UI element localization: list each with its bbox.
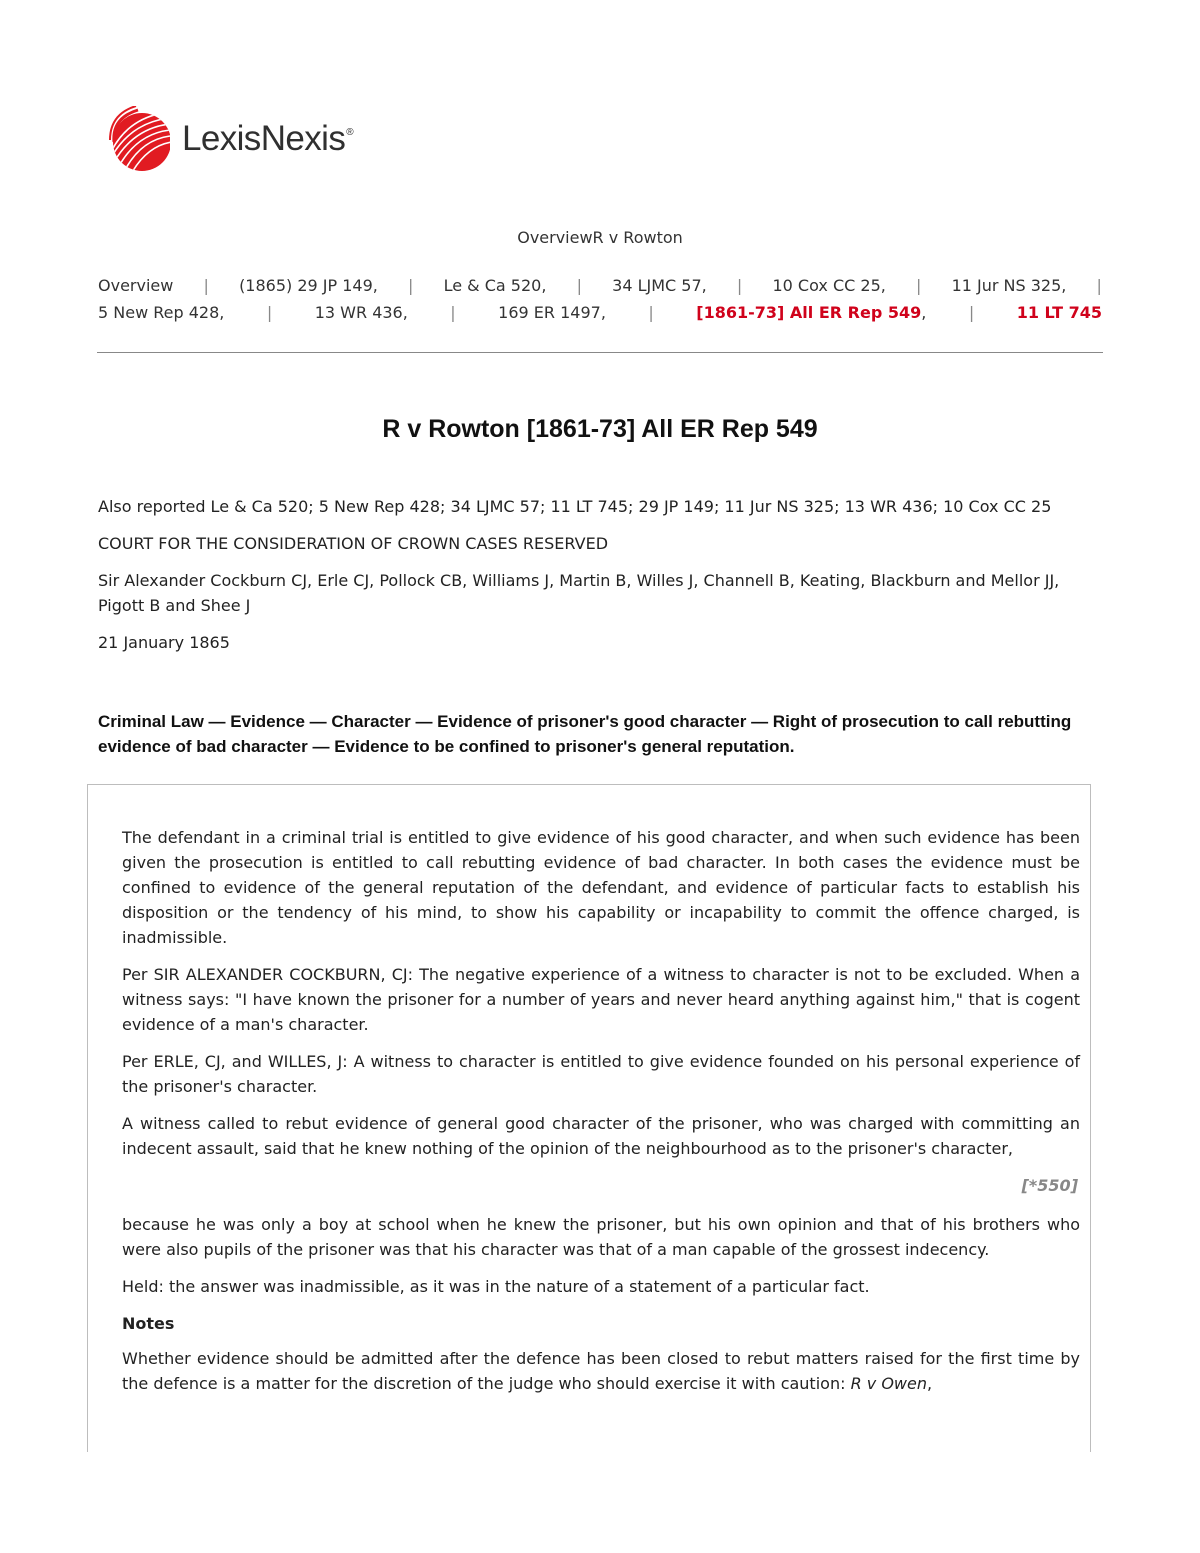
headnote-paragraph: A witness called to rebut evidence of general good character of the prisoner, who was charged with committing an indecent assault, said that he knew nothing of the opinion of the neighbourhood as to the prisoner's character, [122, 1114, 1080, 1158]
citation-wr[interactable]: 13 WR 436, [314, 303, 408, 322]
citation-cox-cc[interactable]: 10 Cox CC 25, [772, 276, 886, 295]
citation-lt[interactable]: 11 LT 745 [1016, 303, 1102, 322]
notes-paragraph [122, 1346, 1080, 1396]
page-reference: [*550] [1021, 1176, 1078, 1195]
notes-text: Whether evidence should be admitted after the defence has been closed to rebut matters raised for the first time by the defence is a matter for the discretion of the judge who should exercise it with caution: [122, 1349, 1080, 1393]
headnote-paragraph: because he was only a boy at school when he knew the prisoner, but his own opinion and that of his brothers who were also pupils of the prisoner was that his character was that of a man capable of the grossest indecency. [122, 1215, 1080, 1259]
citation-overview[interactable]: Overview [98, 276, 174, 295]
citation-separator: | [266, 303, 273, 322]
citation-ljmc[interactable]: 34 LJMC 57, [612, 276, 707, 295]
citation-all-er-rep[interactable]: [1861-73] All ER Rep 549 [696, 303, 922, 322]
headnote-content [122, 825, 1080, 1408]
headnote-paragraph: The defendant in a criminal trial is entitled to give evidence of his good character, and when such evidence has been given the prosecution is entitled to call rebutting evidence of bad character. In both cases the evidence must be confined to evidence of the general reputation of the defendant, and evidence of particular facts to establish his disposition or the tendency of his mind, to show his capability or incapability to commit the offence charged, is inadmissible. [122, 828, 1080, 947]
headnote-paragraph: Per ERLE, CJ, and WILLES, J: A witness to character is entitled to give evidence founded on his personal experience of the prisoner's character. [122, 1052, 1080, 1096]
citation-separator: | [203, 276, 209, 295]
citation-separator: | [736, 276, 743, 295]
notes-tail: , [926, 1374, 933, 1393]
citation-separator: | [648, 303, 654, 322]
citation-le-ca[interactable]: Le & Ca 520, [443, 276, 547, 295]
citation-row-1 [98, 272, 1102, 299]
lexisnexis-globe-icon [108, 106, 170, 172]
overview-title: OverviewR v Rowton [517, 228, 683, 247]
brand-name: LexisNexis® [182, 119, 354, 158]
headnote-box [87, 784, 1091, 1452]
judges: Sir Alexander Cockburn CJ, Erle CJ, Pollock CB, Williams J, Martin B, Willes J, Channell B, Keating, Blackburn and Mellor JJ, Pigott B and Shee J [98, 571, 1060, 615]
notes-heading: Notes [122, 1314, 175, 1333]
citation-row-2 [98, 299, 1102, 326]
citation-jur-ns[interactable]: 11 Jur NS 325, [951, 276, 1067, 295]
citation-separator: | [450, 303, 456, 322]
catchwords: Criminal Law — Evidence — Character — Evidence of prisoner's good character — Right of prosecution to call rebutting evidence of bad character — Evidence to be confined to prisoner's general reputation. [98, 712, 1072, 756]
citation-bar [98, 272, 1102, 326]
citation-er[interactable]: 169 ER 1497, [498, 303, 606, 322]
citation-separator: | [408, 276, 414, 295]
citation-separator: | [1096, 276, 1102, 295]
citation-comma: , [921, 303, 927, 322]
notes-case-link[interactable]: R v Owen [850, 1374, 927, 1393]
citation-jp[interactable]: (1865) 29 JP 149, [239, 276, 378, 295]
header-divider [97, 352, 1103, 353]
citation-separator: | [576, 276, 582, 295]
judgment-date: 21 January 1865 [98, 633, 230, 652]
headnote-paragraph: Per SIR ALEXANDER COCKBURN, CJ: The negative experience of a witness to character is not to be excluded. When a witness says: "I have known the prisoner for a number of years and never heard anything against him," that is cogent evidence of a man's character. [122, 965, 1080, 1034]
lexisnexis-logo[interactable] [108, 106, 353, 172]
court-name: COURT FOR THE CONSIDERATION OF CROWN CASES RESERVED [98, 534, 609, 553]
registered-mark: ® [346, 127, 354, 138]
also-reported: Also reported Le & Ca 520; 5 New Rep 428; 34 LJMC 57; 11 LT 745; 29 JP 149; 11 Jur NS 325; 13 WR 436; 10 Cox CC 25 [98, 497, 1052, 516]
citation-separator: | [968, 303, 975, 322]
document-title: R v Rowton [1861-73] All ER Rep 549 [382, 415, 818, 443]
citation-separator: | [916, 276, 922, 295]
case-metadata [98, 494, 1103, 667]
headnote-paragraph: Held: the answer was inadmissible, as it was in the nature of a statement of a particular fact. [122, 1277, 870, 1296]
citation-new-rep[interactable]: 5 New Rep 428, [98, 303, 225, 322]
